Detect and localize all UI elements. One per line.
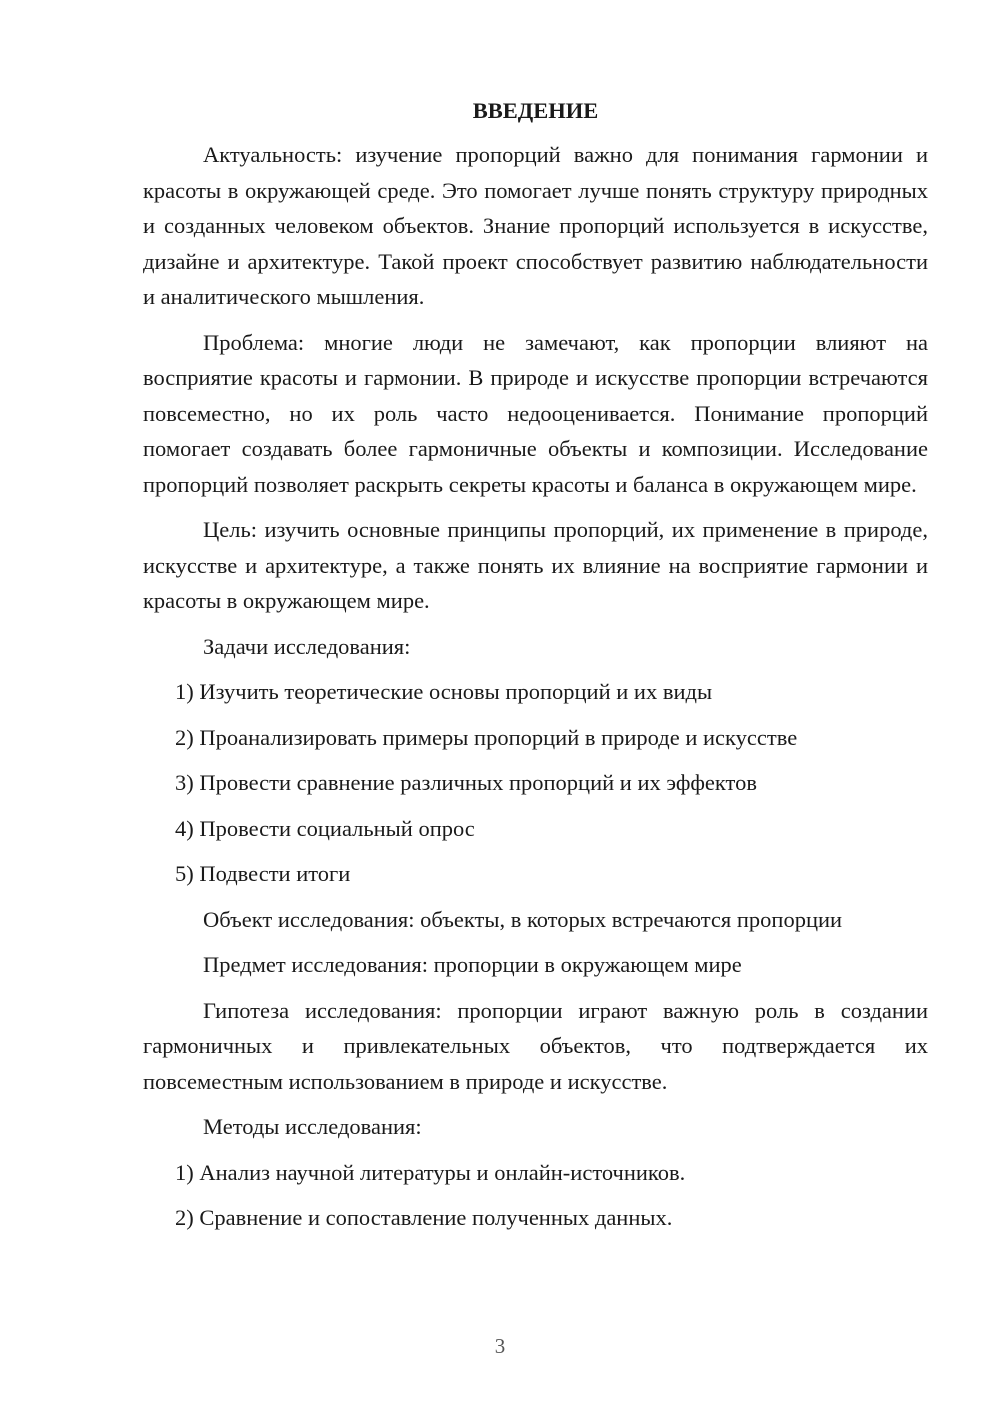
problem-paragraph: Проблема: многие люди не замечают, как пропорции влияют на восприятие красоты и гармонии. В природе и искусстве пропорции встречаются повсеместно, но их роль часто недооценивается. Понимание пропорций помогает создавать более гармоничные объекты и композиции. Исследование пропорций позволяет раскрыть секреты красоты и баланса в окружающем мире. bbox=[143, 329, 928, 497]
page-title: ВВЕДЕНИЕ bbox=[472, 98, 599, 123]
relevance-paragraph: Актуальность: изучение пропорций важно для понимания гармонии и красоты в окружающей среде. Это помогает лучше понять структуру природных и созданных человеком объектов. Знание пропорций используется в искусстве, дизайне и архитектуре. Такой проект способствует развитию наблюдательности и аналитического мышления. bbox=[143, 142, 928, 309]
subject-paragraph: Предмет исследования: пропорции в окружающем мире bbox=[203, 952, 742, 977]
method-item: 2) Сравнение и сопоставление полученных данных. bbox=[175, 1205, 673, 1230]
task-item: 4) Провести социальный опрос bbox=[175, 815, 475, 841]
task-item: 1) Изучить теоретические основы пропорций и их виды bbox=[175, 679, 713, 704]
methods-title: Методы исследования: bbox=[203, 1114, 422, 1139]
task-item: 2) Проанализировать примеры пропорций в природе и искусстве bbox=[175, 724, 798, 750]
task-item: 5) Подвести итоги bbox=[175, 861, 351, 886]
goal-paragraph: Цель: изучить основные принципы пропорций, их применение в природе, искусстве и архитектуре, а также понять их влияние на восприятие гармонии и красоты в окружающем мире. bbox=[143, 517, 928, 613]
object-paragraph: Объект исследования: объекты, в которых встречаются пропорции bbox=[203, 906, 843, 932]
task-item: 3) Провести сравнение различных пропорций и их эффектов bbox=[175, 770, 757, 795]
page-content bbox=[143, 95, 928, 1246]
hypothesis-paragraph: Гипотеза исследования: пропорции играют важную роль в создании гармоничных и привлекательных объектов, что подтверждается их повсеместным использованием в природе и искусстве. bbox=[143, 997, 928, 1094]
page-number: 3 bbox=[494, 1334, 506, 1358]
method-item: 1) Анализ научной литературы и онлайн-источников. bbox=[175, 1159, 686, 1185]
tasks-title: Задачи исследования: bbox=[203, 633, 411, 659]
